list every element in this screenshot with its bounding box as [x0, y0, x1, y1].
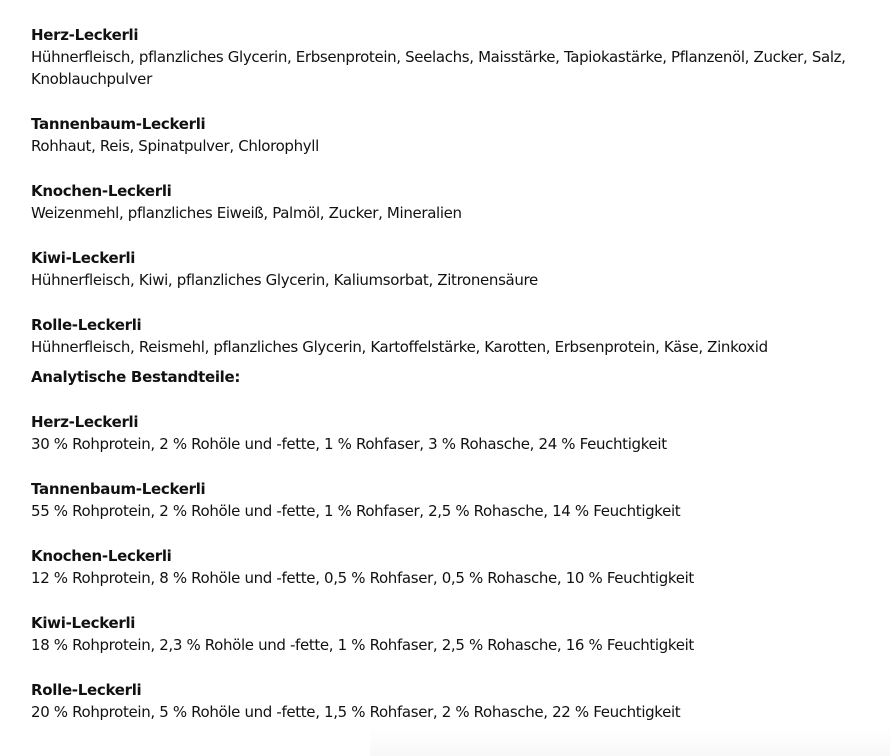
section-heading: Analytische Bestandteile: — [31, 368, 241, 386]
ingredient-title: Kiwi-Leckerli — [31, 249, 136, 267]
ingredient-title: Rolle-Leckerli — [31, 316, 142, 334]
ingredient-title: Tannenbaum-Leckerli — [31, 115, 206, 133]
ingredient-herz — [31, 24, 881, 90]
analytic-title: Herz-Leckerli — [31, 413, 139, 431]
ingredient-text: Rohhaut, Reis, Spinatpulver, Chlorophyll — [31, 137, 319, 155]
analytic-text: 55 % Rohprotein, 2 % Rohöle und -fette, 1 % Rohfaser, 2,5 % Rohasche, 14 % Feuchtigkeit — [31, 502, 681, 520]
ingredient-rolle — [31, 314, 881, 358]
analytic-text: 12 % Rohprotein, 8 % Rohöle und -fette, 0,5 % Rohfaser, 0,5 % Rohasche, 10 % Feuchtigkeit — [31, 569, 694, 587]
analytic-text: 20 % Rohprotein, 5 % Rohöle und -fette, 1,5 % Rohfaser, 2 % Rohasche, 22 % Feuchtigkeit — [31, 703, 681, 721]
analytic-heading-block — [31, 366, 881, 388]
ingredient-title: Herz-Leckerli — [31, 26, 139, 44]
bottom-shadow — [370, 728, 890, 756]
analytic-text: 30 % Rohprotein, 2 % Rohöle und -fette, 1 % Rohfaser, 3 % Rohasche, 24 % Feuchtigkeit — [31, 435, 667, 453]
analytic-herz — [31, 411, 881, 455]
ingredient-tannenbaum — [31, 113, 881, 157]
ingredient-text: Weizenmehl, pflanzliches Eiweiß, Palmöl, Zucker, Mineralien — [31, 204, 462, 222]
ingredient-text: Hühnerfleisch, Reismehl, pflanzliches Glycerin, Kartoffelstärke, Karotten, Erbsenprotein, Käse, Zinkoxid — [31, 338, 768, 356]
document-content — [31, 24, 881, 723]
ingredient-kiwi — [31, 247, 881, 291]
analytic-tannenbaum — [31, 478, 881, 522]
analytic-title: Rolle-Leckerli — [31, 681, 142, 699]
analytic-text: 18 % Rohprotein, 2,3 % Rohöle und -fette, 1 % Rohfaser, 2,5 % Rohasche, 16 % Feuchtigkeit — [31, 636, 694, 654]
analytic-rolle — [31, 679, 881, 723]
analytic-title: Kiwi-Leckerli — [31, 614, 136, 632]
ingredient-knochen — [31, 180, 881, 224]
analytic-title: Tannenbaum-Leckerli — [31, 480, 206, 498]
analytic-title: Knochen-Leckerli — [31, 547, 172, 565]
ingredient-text: Hühnerfleisch, pflanzliches Glycerin, Erbsenprotein, Seelachs, Maisstärke, Tapiokastärke, Pflanzenöl, Zucker, Salz, Knoblauchpulver — [31, 48, 846, 88]
analytic-knochen — [31, 545, 881, 589]
analytic-kiwi — [31, 612, 881, 656]
ingredient-title: Knochen-Leckerli — [31, 182, 172, 200]
ingredient-text: Hühnerfleisch, Kiwi, pflanzliches Glycerin, Kaliumsorbat, Zitronensäure — [31, 271, 538, 289]
